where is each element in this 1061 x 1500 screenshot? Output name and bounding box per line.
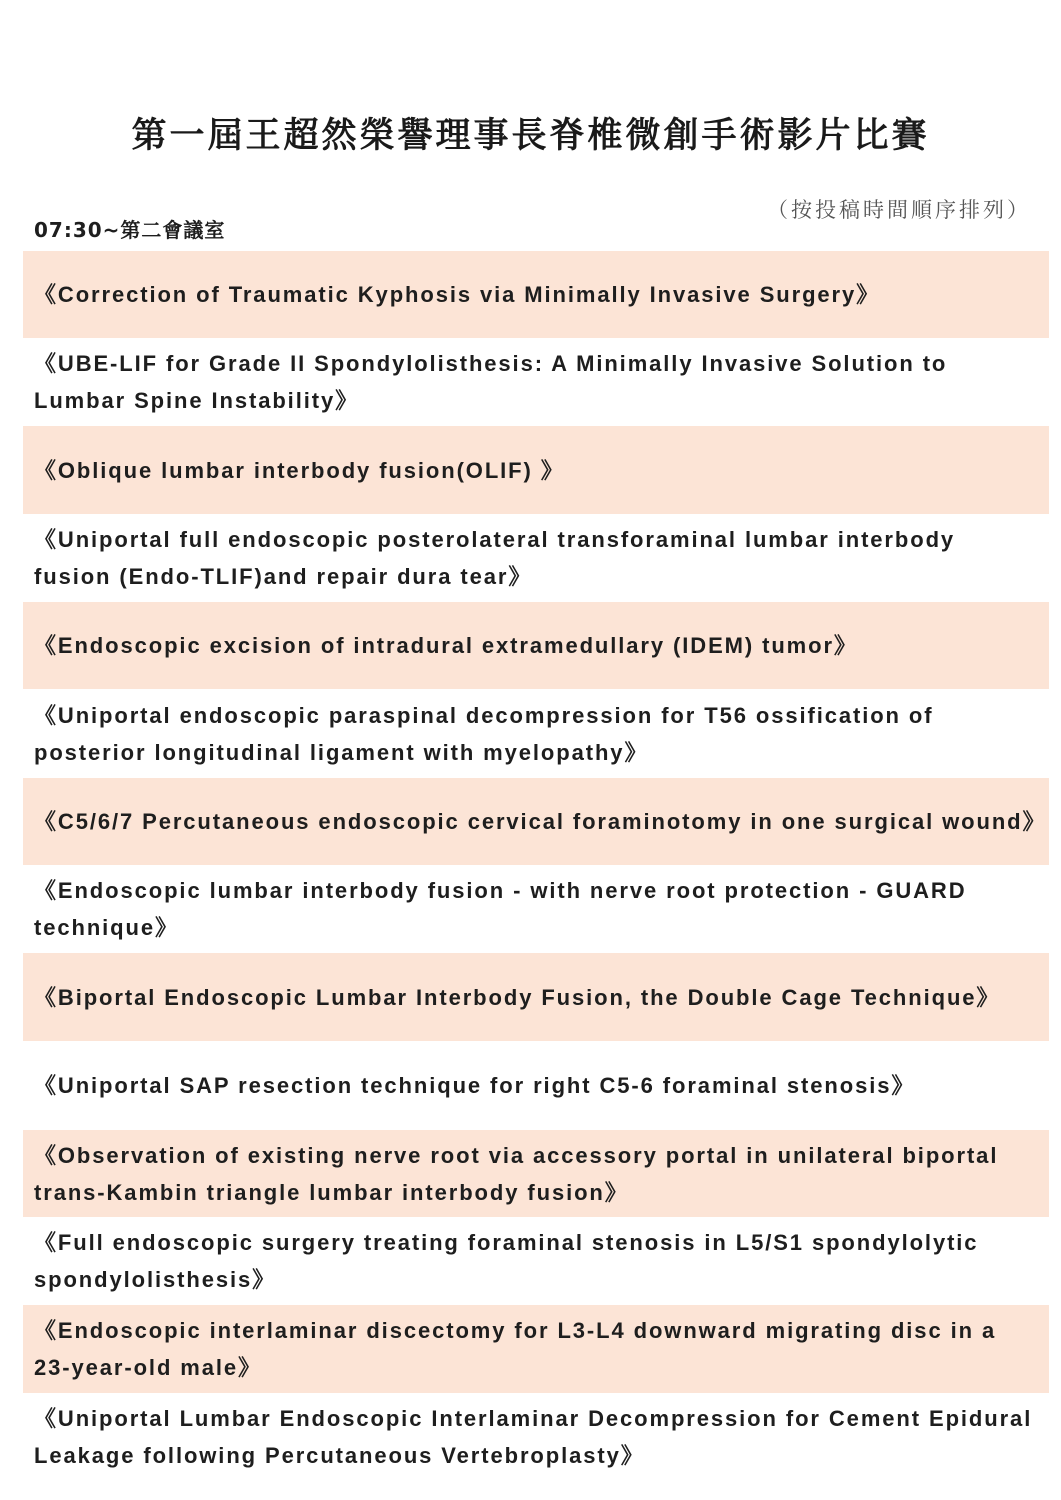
list-item (23, 251, 1049, 338)
list-item (23, 338, 1049, 426)
entry-title: 《Biportal Endoscopic Lumbar Interbody Fusion, the Double Cage Technique》 (34, 984, 1001, 1010)
entry-title: 《Endoscopic lumbar interbody fusion - with nerve root protection - GUARD technique》 (34, 878, 967, 940)
entry-title: 《Correction of Traumatic Kyphosis via Minimally Invasive Surgery》 (34, 282, 881, 307)
list-item (23, 953, 1049, 1041)
entry-title: 《Uniportal full endoscopic posterolateral transforaminal lumbar interbody fusion (Endo-TLIF)and repair dura tear》 (34, 527, 956, 589)
entry-title: 《Uniportal Lumbar Endoscopic Interlaminar Decompression for Cement Epidural Leakage following Percutaneous Vertebroplasty》 (34, 1406, 1033, 1468)
list-item (23, 426, 1049, 514)
list-item (23, 1217, 1049, 1305)
entry-title: 《Uniportal SAP resection technique for right C5-6 foraminal stenosis》 (34, 1073, 916, 1098)
entry-title: 《Endoscopic interlaminar discectomy for L3-L4 downward migrating disc in a 23-year-old male》 (34, 1318, 997, 1380)
entry-list (23, 251, 1049, 1481)
order-note: （按投稿時間順序排列） (767, 198, 1031, 222)
entry-title: 《Full endoscopic surgery treating foraminal stenosis in L5/S1 spondylolytic spondylolisthesis》 (34, 1230, 979, 1292)
list-item (23, 1393, 1049, 1481)
list-item (23, 1305, 1049, 1393)
list-item (23, 689, 1049, 778)
list-item (23, 1041, 1049, 1130)
entry-title: 《UBE-LIF for Grade II Spondylolisthesis: A Minimally Invasive Solution to Lumbar Spine Instability》 (34, 351, 948, 413)
list-item (23, 865, 1049, 953)
list-item (23, 514, 1049, 602)
entry-title: 《Oblique lumbar interbody fusion(OLIF) 》 (34, 457, 565, 483)
entry-title: 《C5/6/7 Percutaneous endoscopic cervical foraminotomy in one surgical wound》 (34, 809, 1047, 834)
list-item (23, 602, 1049, 689)
session-time-room: 07:30~第二會議室 (34, 218, 226, 242)
list-item (23, 778, 1049, 865)
list-item (23, 1130, 1049, 1217)
entry-title: 《Observation of existing nerve root via accessory portal in unilateral biportal trans-Kambin triangle lumbar interbody fusion》 (34, 1142, 999, 1205)
page-title: 第一屆王超然榮譽理事長脊椎微創手術影片比賽 (131, 116, 930, 156)
entry-title: 《Endoscopic excision of intradural extramedullary (IDEM) tumor》 (34, 633, 858, 658)
entry-title: 《Uniportal endoscopic paraspinal decompression for T56 ossification of posterior longitudinal ligament with myelopathy》 (34, 702, 934, 765)
